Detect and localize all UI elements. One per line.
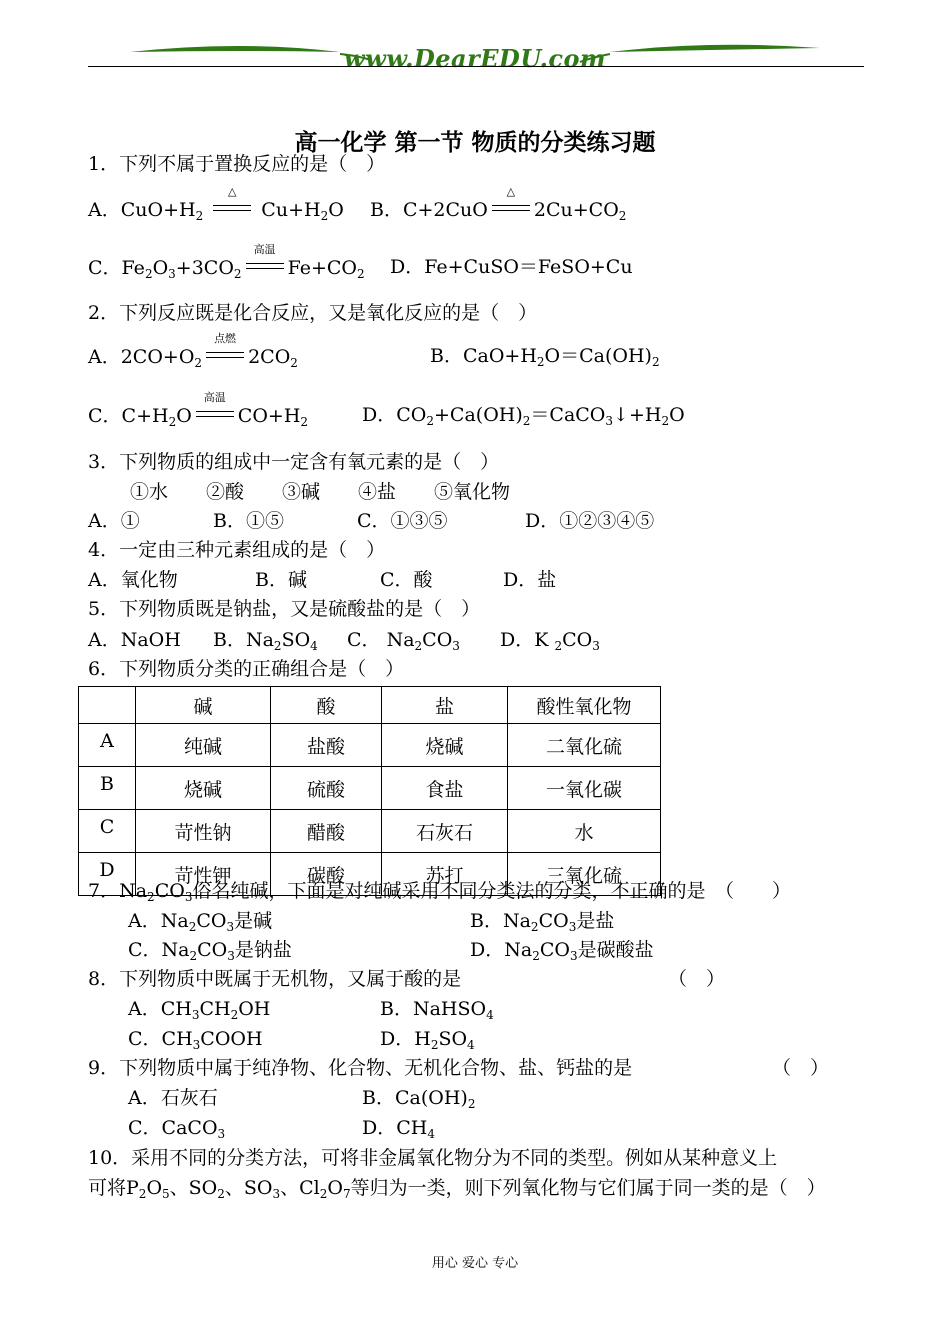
question-1-option-b: B．C+2CuO △ $2Cu+CO_2$ (370, 185, 627, 223)
question-8-answer-paren: （ ） (668, 968, 726, 990)
table-header-row (79, 687, 661, 724)
question-2-option-a: A．$2CO+O_2$ 点燃 $2CO_2$ (88, 332, 298, 370)
table-cell: 烧碱 (382, 724, 508, 767)
table-header-cell: 盐 (382, 687, 508, 724)
question-5-option-a: A．NaOH (88, 629, 181, 651)
question-2-option-b: B．$CaO+H_2O=Ca(OH)_2$ (430, 345, 660, 369)
question-8-option-d: D．$H_2SO_4$ (380, 1028, 475, 1052)
question-7-option-d: D．$Na_2CO_3$是碳酸盐 (470, 939, 654, 963)
question-4-option-c: C．酸 (380, 569, 433, 591)
question-8-option-c: C．$CH_3COOH$ (128, 1028, 263, 1052)
question-9-stem: 9．下列物质中属于纯净物、化合物、无机化合物、盐、钙盐的是 (88, 1057, 633, 1079)
question-5-option-c: C． $Na_2CO_3$ (347, 629, 460, 653)
question-1-option-c: C．$Fe_2O_3+3CO_2$ 高温 $Fe+CO_2$ (88, 243, 365, 281)
question-8-option-a: A．$CH_3CH_2OH$ (128, 998, 271, 1022)
table-cell: 一氧化碳 (508, 767, 661, 810)
question-5-option-b: B．$Na_2SO_4$ (213, 629, 318, 653)
table-header-cell: 碱 (136, 687, 271, 724)
question-1-option-a: A．$CuO+H_2$ △ $Cu+H_2O$ (88, 185, 344, 223)
high-temp-condition-sign: 高温 (242, 258, 288, 272)
table-cell: 苛性钾 (136, 853, 271, 896)
table-cell: 碳酸 (271, 853, 382, 896)
classification-table (78, 686, 661, 896)
table-row-label: B (79, 767, 136, 810)
table-row-label: D (79, 853, 136, 896)
question-8-option-b: B．NaHSO$_4$ (380, 998, 494, 1022)
table-row (79, 767, 661, 810)
table-header-cell: 酸 (271, 687, 382, 724)
question-1-stem: 1．下列不属于置换反应的是（ ） (88, 153, 386, 175)
table-cell: 醋酸 (271, 810, 382, 853)
header-logo-text: www.DearEDU.com (344, 44, 606, 73)
question-9-answer-paren: （ ） (772, 1057, 830, 1079)
question-9-option-b: B．$Ca(OH)_2$ (362, 1087, 476, 1111)
table-header-cell (79, 687, 136, 724)
table-row-label: C (79, 810, 136, 853)
question-10-line-1: 10．采用不同的分类方法，可将非金属氧化物分为不同的类型。例如从某种意义上 (88, 1147, 778, 1169)
question-9-option-a: A．石灰石 (128, 1087, 218, 1109)
question-1-option-d: D．Fe+CuSO＝FeSO+Cu (390, 256, 633, 278)
table-header-cell: 酸性氧化物 (508, 687, 661, 724)
question-7-option-c: C．$Na_2CO_3$是钠盐 (128, 939, 292, 963)
table-cell: 纯碱 (136, 724, 271, 767)
question-4-option-b: B．碱 (255, 569, 307, 591)
question-3-stem: 3．下列物质的组成中一定含有氧元素的是（ ） (88, 451, 500, 473)
question-4-option-d: D．盐 (503, 569, 557, 591)
table-row (79, 724, 661, 767)
table-cell: 水 (508, 810, 661, 853)
question-2-option-d: D．$CO_2+Ca(OH)_2=CaCO_3↓+H_2O$ (362, 404, 685, 428)
table-cell: 石灰石 (382, 810, 508, 853)
table-cell: 苛性钠 (136, 810, 271, 853)
table-cell: 食盐 (382, 767, 508, 810)
table-row-label: A (79, 724, 136, 767)
question-3-option-c: C．①③⑤ (357, 510, 448, 532)
header-rule (88, 66, 864, 67)
question-9-option-c: C．CaCO$_3$ (128, 1117, 226, 1141)
question-9-option-d: D．$CH_4$ (362, 1117, 435, 1141)
table-cell: 二氧化硫 (508, 724, 661, 767)
question-7-stem: 7．$Na_2CO_3$俗名纯碱，下面是对纯碱采用不同分类法的分类，不正确的是 （ ） (88, 880, 791, 904)
question-3-option-a: A．① (88, 510, 140, 532)
question-5-option-d: D．K $_2CO_3$ (500, 629, 600, 653)
question-3-option-b: B．①⑤ (213, 510, 284, 532)
table-cell: 苏打 (382, 853, 508, 896)
high-temp-condition-sign: 高温 (192, 406, 238, 420)
question-7-option-a: A．$Na_2CO_3$是碱 (128, 910, 273, 934)
question-2-stem: 2．下列反应既是化合反应，又是氧化反应的是（ ） (88, 302, 538, 324)
question-10-line-2: 可将$P_2O_5$、$SO_2$、$SO_3$、$Cl_2O_7$等归为一类，则下列氧化物与它们属于同一类的是（ ） (88, 1177, 826, 1201)
page-footer: 用心 爱心 专心 (431, 1256, 519, 1271)
question-3-items: ①水 ②酸 ③碱 ④盐 ⑤氧化物 (130, 481, 511, 503)
table-cell: 盐酸 (271, 724, 382, 767)
question-4-option-a: A．氧化物 (88, 569, 178, 591)
page-title: 高一化学 第一节 物质的分类练习题 (294, 129, 656, 156)
ignition-condition-sign: 点燃 (202, 347, 248, 361)
question-3-option-d: D．①②③④⑤ (525, 510, 655, 532)
question-6-stem: 6．下列物质分类的正确组合是（ ） (88, 658, 405, 680)
heat-condition-sign: △ (488, 200, 534, 214)
question-8-stem: 8．下列物质中既属于无机物，又属于酸的是 (88, 968, 462, 990)
table-cell: 硫酸 (271, 767, 382, 810)
table-row (79, 810, 661, 853)
table-cell: 烧碱 (136, 767, 271, 810)
question-5-stem: 5．下列物质既是钠盐，又是硫酸盐的是（ ） (88, 598, 481, 620)
question-4-stem: 4．一定由三种元素组成的是（ ） (88, 539, 386, 561)
heat-condition-sign: △ (209, 200, 255, 214)
question-2-option-c: C．$C+H_2O$ 高温 $CO+H_2$ (88, 391, 309, 429)
table-cell: 三氧化硫 (508, 853, 661, 896)
question-7-option-b: B．$Na_2CO_3$是盐 (470, 910, 615, 934)
